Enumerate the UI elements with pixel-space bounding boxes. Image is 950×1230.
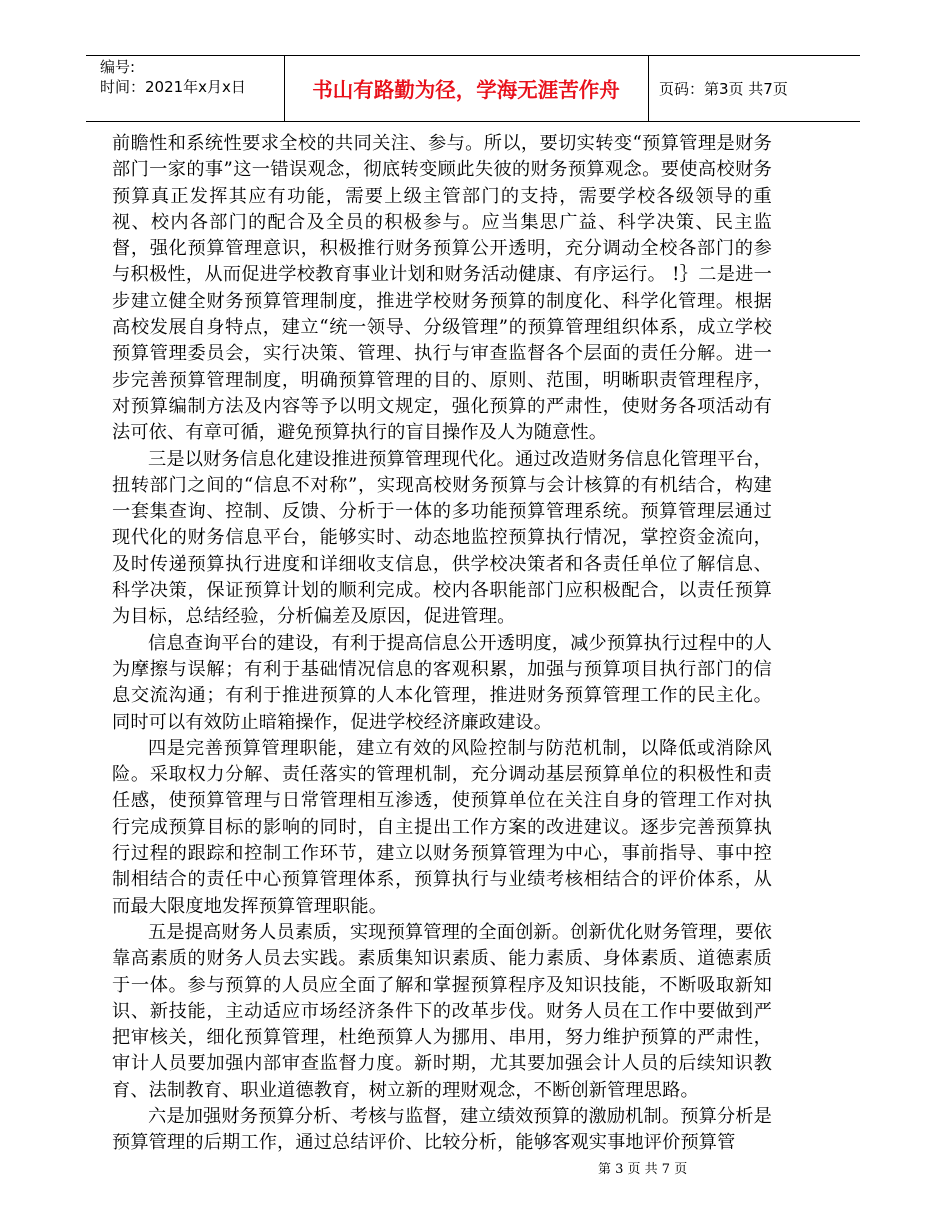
paragraph-3: 信息查询平台的建设，有利于提高信息公开透明度，减少预算执行过程中的人为摩擦与误解；有利于基础情况信息的客观积累，加强与预算项目执行部门的信息交流沟通；有利于推进预算的人本化管理，推进财务预算管理工作的民主化。同时可以有效防止暗箱操作，促进学校经济廉政建设。 (112, 632, 772, 733)
document-number-label: 编号: (100, 58, 136, 76)
paragraph-2: 三是以财务信息化建设推进预算管理现代化。通过改造财务信息化管理平台，扭转部门之间的“信息不对称”，实现高校财务预算与会计核算的有机结合，构建一套集查询、控制、反馈、分析于一体的多功能预算管理系统。预算管理层通过现代化的财务信息平台，能够实时、动态地监控预算执行情况，掌控资金流向，及时传递预算执行进度和详细收支信息，供学校决策者和各责任单位了解信息、科学决策，保证预算计划的顺利完成。校内各职能部门应积极配合，以责任预算为目标，总结经验，分析偏差及原因，促进管理。 (112, 448, 772, 628)
header-bottom-rule (86, 121, 860, 122)
paragraph-5: 五是提高财务人员素质，实现预算管理的全面创新。创新优化财务管理，要依靠高素质的财务人员去实践。素质集知识素质、能力素质、身体素质、道德素质于一体。参与预算的人员应全面了解和掌握预算程序及知识技能，不断吸取新知识、新技能，主动适应市场经济条件下的改革步伐。财务人员在工作中要做到严把审核关，细化预算管理，杜绝预算人为挪用、串用，努力维护预算的严肃性，审计人员要加强内部审查监督力度。新时期，尤其要加强会计人员的后续知识教育、法制教育、职业道德教育，树立新的理财观念，不断创新管理思路。 (112, 921, 772, 1101)
footer-page-number: 第 3 页 共 7 页 (598, 1162, 688, 1177)
paragraph-6: 六是加强财务预算分析、考核与监督，建立绩效预算的激励机制。预算分析是预算管理的后期工作，通过总结评价、比较分析，能够客观实事地评价预算管 (112, 1105, 772, 1154)
header-divider-right (648, 55, 649, 121)
header-page-indicator: 页码：第3页 共7页 (659, 80, 788, 98)
header-motto: 书山有路勤为径，学海无涯苦作舟 (312, 78, 620, 102)
document-date-label: 时间：2021年x月x日 (100, 78, 246, 96)
header-meta (100, 57, 246, 97)
paragraph-1: 前瞻性和系统性要求全校的共同关注、参与。所以，要切实转变“预算管理是财务部门一家的事”这一错误观念，彻底转变顾此失彼的财务预算观念。要使高校财务预算真正发挥其应有功能，需要上级主管部门的支持，需要学校各级领导的重视、校内各部门的配合及全员的积极参与。应当集思广益、科学决策、民主监督，强化预算管理意识，积极推行财务预算公开透明，充分调动全校各部门的参与积极性，从而促进学校教育事业计划和财务活动健康、有序运行。 !｝二是进一步建立健全财务预算管理制度，推进学校财务预算的制度化、科学化管理。根据高校发展自身特点，建立“统一领导、分级管理”的预算管理组织体系，成立学校预算管理委员会，实行决策、管理、执行与审查监督各个层面的责任分解。进一步完善预算管理制度，明确预算管理的目的、原则、范围，明晰职责管理程序，对预算编制方法及内容等予以明文规定，强化预算的严肃性，使财务各项活动有法可依、有章可循，避免预算执行的盲目操作及人为随意性。 (112, 133, 772, 444)
paragraph-4: 四是完善预算管理职能，建立有效的风险控制与防范机制，以降低或消除风险。采取权力分解、责任落实的管理机制，充分调动基层预算单位的积极性和责任感，使预算管理与日常管理相互渗透，使预算单位在关注自身的管理工作对执行完成预算目标的影响的同时，自主提出工作方案的改进建议。逐步完善预算执行过程的跟踪和控制工作环节，建立以财务预算管理为中心，事前指导、事中控制相结合的责任中心预算管理体系，预算执行与业绩考核相结合的评价体系，从而最大限度地发挥预算管理职能。 (112, 737, 772, 917)
header-top-rule (86, 55, 860, 56)
document-body (112, 131, 772, 1157)
